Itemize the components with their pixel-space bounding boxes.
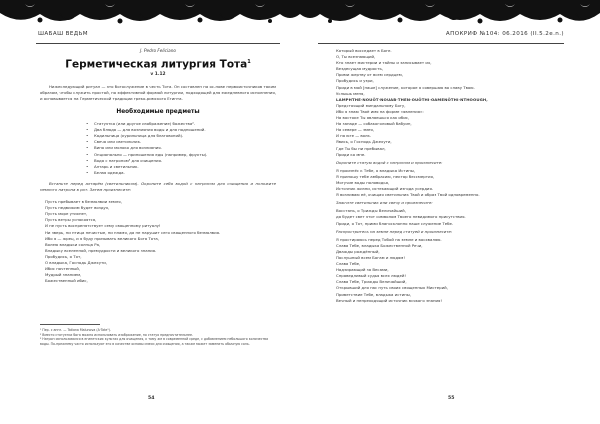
page-number-right: 55 [448, 396, 455, 401]
list-item: • Два блюда — для возлияния воды и для подношений. [86, 127, 276, 133]
list-item: • Статуэтка (или другое изображение) божества². [86, 121, 276, 127]
text-line: Надзирающий за Весами, [336, 267, 389, 273]
text-line: Справедливый судья всех людей! [336, 273, 406, 279]
text-line: Слава Тебе, владыка Божественной Речи, [336, 242, 423, 248]
text-line: Прими жертву от всем сердцем, [336, 72, 403, 78]
text-line: Источник жизни, истекающий изгода усердия. [336, 186, 434, 192]
version-label: v 1.12 [150, 71, 166, 77]
list-item: • Вино или молоко для возлияния. [86, 145, 276, 151]
right-page [300, 0, 600, 424]
title-text: Герметическая литургия Тота [65, 58, 248, 71]
author: J. Pedro Feliciano [140, 48, 176, 53]
text-line: На востоке Ты являешься как ибис, [336, 115, 410, 121]
verse-line: И не пусть воспрепятствует сему священному ритуалу! [45, 223, 161, 229]
text-line: Ибо я знаю Твоё имя на форме «явления»: [336, 108, 424, 114]
verse-line: О владыка, Господь Джехути, [45, 260, 108, 266]
verse-line: Владыку вселенной, премудрости и великого знания. [45, 247, 157, 253]
list-item: • Алтарь и светильник. [86, 164, 276, 170]
text-line: Я простираюсь перед Тобой на земле и восхваляю. [336, 236, 442, 242]
greek-invocation: LAMPHTHE·NOUŌT·NOUAB·THEN·OUŌTHI·OAMENŌTHI·NTHOOUGH, [336, 96, 488, 102]
instruction-paragraph: Встаньте перед алтарём (светильником). Окропите себя водой с натроном для очищения и положите немного натрона в рот. Затем произнесите: [40, 180, 276, 192]
text-line: Приди, о Тот, прими благосклонно наше служение Тебе. [336, 220, 454, 226]
ornament-pattern-icon [0, 0, 300, 30]
header-rule-right [318, 43, 564, 44]
instruction-text: Зажгите светильник или свечу и произнесите: [336, 200, 433, 206]
footnote-rule [40, 324, 100, 325]
verse-line: Волею владыки солнца Ра, [45, 241, 101, 247]
text-line: Приди в мой [наше] служение, которое я совершаю во славу Твою. [336, 84, 475, 90]
text-line: Приветствие Тебе, владыка истины, [336, 291, 411, 297]
intro-paragraph: Нижеследующий ритуал — это богослужение в честь Тота. Он составлен на ос-нове первоисточников таким образом, чтобы служить простой, но эффективной формой литургии, подходящей для ежедневного исполнения, и основывается на Герметической традиции греко-римского Египта. [40, 83, 276, 101]
text-line: Могучие воды половодья, [336, 179, 390, 185]
header-rule-left [36, 43, 280, 44]
running-header-right: АПОКРИФ №104: 06.2016 (II.5.2e.n.) [445, 31, 564, 37]
verse-line: Ибис почтенный, [45, 266, 81, 272]
verse-line: Пусть недвижим будет воздух, [45, 205, 110, 211]
footnote: ² Вместо статуэтки бога можно использовать изображение, но статуя предпочтительнее. [40, 332, 193, 337]
page-number-left: 54 [148, 396, 155, 401]
text-line: Приди ко мне. [336, 151, 366, 157]
verse-line: Божественный ибис, [45, 278, 88, 284]
list-item: • Свеча или светильник. [86, 139, 276, 145]
text-line: На севере — змея, [336, 127, 374, 133]
title-footnote-mark: 1 [247, 59, 251, 66]
items-list [86, 121, 276, 176]
footnote: ¹ Пер. с англ. — Tatiana Malunova (A·Tate¹). [40, 328, 111, 332]
ornament-pattern-icon [300, 0, 600, 30]
text-line: Дважды рождённый, [336, 248, 380, 254]
article-title [40, 56, 276, 72]
text-line: Кто знает мистерии и тайны и записывает их, [336, 60, 432, 66]
text-line: О, Ты всезнающий, [336, 54, 376, 60]
text-line: Вечный и непреходящий источник всякого знания! [336, 297, 442, 303]
text-line: Я приношу тебе амбрасию, нектар бессмертия, [336, 173, 435, 179]
text-line: Который восседает в Боге. [336, 48, 392, 53]
text-line: да будет свет этот символом Твоего невидимого присутствия. [336, 214, 466, 220]
text-line: Восстань, о Трижды Величайший, [336, 208, 406, 214]
verse-line: Мудрый знанием, [45, 272, 82, 278]
running-header-left: ШАБАШ ВЕДЬМ [38, 31, 89, 37]
verse-line: Пусть пребывает в безмолвии земля, [45, 199, 122, 205]
text-line: Пробудись и узри, [336, 78, 374, 84]
invocation-verse [45, 199, 276, 284]
text-line: Я возливаю её, очищая светильник Твой и образ Твой одновременно. [336, 192, 480, 198]
list-item: • Вода с натроном³ для очищения. [86, 158, 276, 164]
right-page-content [336, 48, 574, 304]
verse-line: Ибо я — жрец, и я буду призывать великого Бога Тота, [45, 235, 160, 241]
text-line: Открывший для нас путь своих священных Мистерий, [336, 285, 448, 291]
ornament-banner-right [300, 0, 600, 30]
left-page-content [40, 48, 276, 284]
ornament-banner-left [0, 0, 300, 30]
text-line: Услышь меня, [336, 90, 365, 96]
text-line: Где Ты бы ни пребывал, [336, 145, 386, 151]
verse-line: Пусть море утихнет, [45, 211, 88, 217]
text-line: Явись, о Господь Джехути, [336, 139, 392, 145]
text-line: Предстоящий миндальному Богу, [336, 102, 406, 108]
footnotes [40, 324, 276, 346]
text-line: И на юге — волк. [336, 133, 372, 139]
list-item: • Белая одежда. [86, 170, 276, 176]
instruction-text: Окропите статую водой с натроном и произнесите: [336, 159, 443, 165]
verse-line: Пробудись, о Тот, [45, 253, 82, 259]
items-heading: Необходимые предметы [116, 108, 200, 115]
text-line: Слава Тебе, Трижды Величайший, [336, 279, 407, 285]
footnote: ³ Натрон использовался в египетских культах для очищения, к тому же в современной среде, с добавлением небольшого количества воды. По-прежнему часто используют его в качестве основы смеси для очищения, а также может заменить обычную соль. [40, 337, 269, 346]
text-line: Послушный всем Богам и людям! [336, 255, 405, 260]
text-line: Я произнёс к Тебе, о владыка Истины, [336, 167, 416, 173]
list-item: • Кадильница (курильница для благовоний). [86, 133, 276, 139]
list-item: • Опционально — приношения еды (например, фрукты). [86, 152, 276, 158]
instruction-text: Распростритесь на земле перед статуей и произнесите: [336, 228, 453, 234]
text-line: На западе — собакоголовый бабуин, [336, 121, 412, 127]
text-line: Вездесущая мудрость, [336, 66, 383, 72]
verse-line: Ни зверь, ни птица нечистые, ни пламя, да не нарушит сего священного безмолвия. [45, 229, 221, 235]
verse-line: Пусть ветры успокоятся, [45, 217, 97, 223]
text-line: Слава Тебе, [336, 261, 361, 267]
